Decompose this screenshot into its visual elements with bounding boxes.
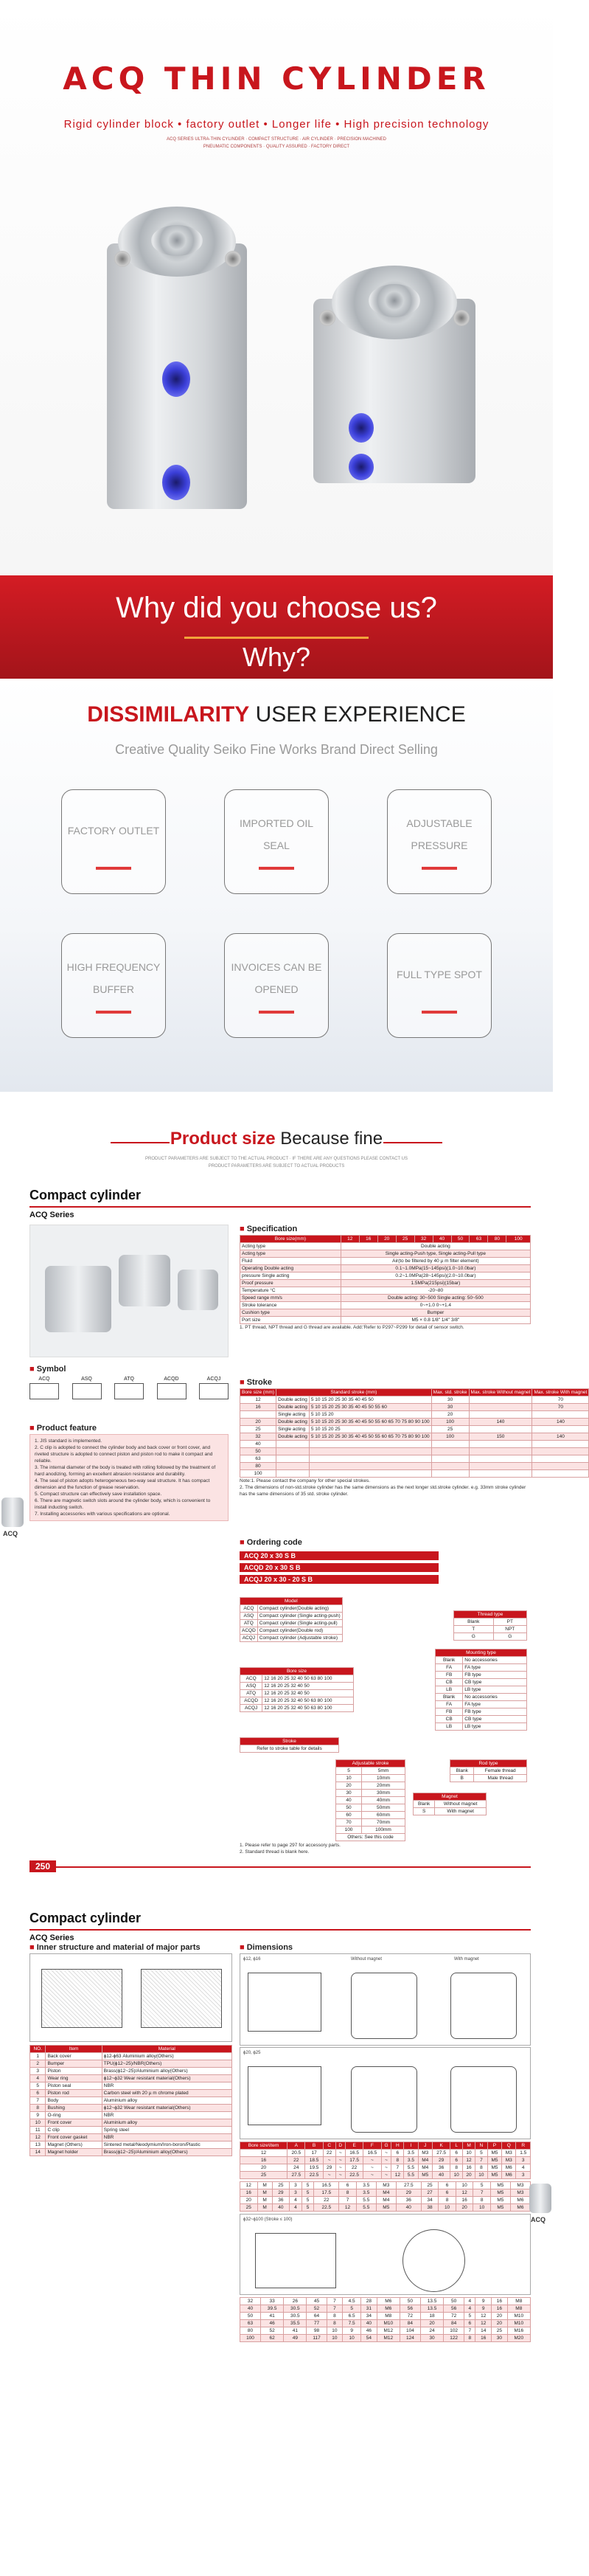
dimensions-table-3: [240, 2297, 531, 2342]
table-row: 30 30mm: [336, 1790, 405, 1797]
model-table: Model ACQ Compact cylinder(Double acting) ASQ Compact cylinder (Single acting-push) ATQ Compact cylinder (Single acting-pull) ACQD Compact cylinder(Double rod) ACQJ Compact cylinder (Adjustable stroke): [240, 1597, 343, 1642]
catalog-page-2: [29, 1911, 531, 2575]
why-banner: [0, 575, 553, 679]
stroke-ref-table: Stroke Refer to stroke table for details: [240, 1737, 339, 1753]
dimension-drawing: ϕ12, ϕ16 Without magnet With magnet: [240, 1953, 531, 2046]
table-row: 10 10mm: [336, 1775, 405, 1782]
table-row: 25 M 40 4 5 22.5 12 5.5 M5 40 38 10 20 10 M5 M6: [240, 2204, 531, 2212]
table-row: 11 C clip Spring steel: [30, 2127, 232, 2134]
table-row: 32 33 26 45 7 4.5 28 M6 50 13.5 50 4 9 16 M8: [240, 2298, 531, 2305]
ordering-code-title: ■ Ordering code: [240, 1538, 531, 1547]
dissimilarity-subtitle: Creative Quality Seiko Fine Works Brand Direct Selling: [115, 742, 438, 757]
parts-table: NO. Item Material 1 Back cover ϕ12-ϕ63 Aluminium alloy(Others) 2 Bumper TPU(ϕ12~25)/NBR(Others) 3 Piston Brass(ϕ12~25)/Aluminium alloy(Others) 4 Wear ring ϕ12~ϕ32 Wear resistant material(Others) 5 Piston seal NBR 6 Piston rod Carbon steel with 20 µ m chrome plated 7 Body Aluminium alloy 8 Bushing ϕ12~ϕ32 Wear resistant material(Others) 9 O-ring NBR 10 Front cover Aluminium alloy 11 C clip Spring steel 12 Front cover gasket NBR 13 Magnet (Others) Sintered metal/Neodymium/Iron-boron/Plastic 14 Magnet holder Brass(ϕ12~25)/Aluminium alloy(Others): [29, 2045, 232, 2156]
table-row: 3 Piston Brass(ϕ12~25)/Aluminium alloy(Others): [30, 2068, 232, 2075]
feature-card-bar: [259, 1011, 294, 1014]
table-row: 12 20.5 17 22 ~ 16.5 16.5 ~ 6 3.5 M3 27.5 6 10 5 M5 M3 1.5: [240, 2150, 531, 2157]
table-row: ACQ 12 16 20 25 32 40 50 63 80 100: [240, 1675, 354, 1683]
table-row: ASQ Compact cylinder (Single acting-push): [240, 1613, 343, 1620]
table-row: ACQ Compact cylinder(Double acting): [240, 1605, 343, 1613]
order-code: ACQ 20 x 30 S B: [240, 1551, 439, 1560]
table-row: FB FB type: [436, 1708, 527, 1716]
table-row: 14 Magnet holder Brass(ϕ12~25)/Aluminium alloy(Others): [30, 2149, 232, 2156]
dissimilarity-title-red: DISSIMILARITY: [87, 702, 250, 727]
feature-card-line1: HIGH FREQUENCY: [66, 961, 161, 973]
table-row: 40 39.5 30.5 52 7 5 31 M6 56 13.5 56 4 9 16 M8: [240, 2305, 531, 2313]
table-row: Cushion type Bumper: [240, 1309, 531, 1317]
table-row: Proof pressure 1.5MPa(215psi)(15bar): [240, 1280, 531, 1287]
table-row: Acting type Double acting: [240, 1243, 531, 1250]
dimension-drawing: ϕ32~ϕ100 (Stroke ≤ 100): [240, 2214, 531, 2295]
why-heading: Why did you choose us?: [116, 592, 437, 624]
table-row: 100 62 49 117 10 10 54 M12 124 30 122 8 16 30 M20: [240, 2335, 531, 2342]
specification-title: ■ Specification: [240, 1225, 531, 1233]
feature-card: [387, 789, 492, 894]
table-row: 40 40mm: [336, 1797, 405, 1804]
table-row: 1 Back cover ϕ12-ϕ63 Aluminium alloy(Others): [30, 2053, 232, 2060]
ordering-code-block: [240, 1538, 531, 1863]
spec-note: 1. PT thread, NPT thread and G thread are available. Add:'Refer to P297~P299 for detail of sensor switch.: [240, 1325, 464, 1330]
table-row: 12 Double acting 5 10 15 20 25 30 35 40 45 50 30 70: [240, 1396, 589, 1404]
table-row: 50 50mm: [336, 1804, 405, 1812]
magnet-table: Magnet Blank Without magnet S With magnet: [413, 1793, 487, 1815]
table-row: ACQJ Compact cylinder (Adjustable stroke): [240, 1635, 343, 1642]
stroke-note: Note:1. Please contact the company for other special strokes. 2. The dimensions of non-std.stroke cylinder has the same dimensions as the next longer std.stroke cylinder. e.g. 33mm stroke cylinder has the same dimensions of 35 std. stroke cylinder.: [240, 1478, 526, 1497]
inner-structure-block: [29, 1943, 232, 2156]
table-row: 32 Double acting 5 10 15 20 25 30 35 40 45 50 55 60 65 70 75 80 90 100 100 150 140: [240, 1433, 589, 1441]
adjustable-stroke-table: Adjustable stroke 5 5mm 10 10mm 20 20mm 30 30mm 40 40mm 50 50mm 60 60mm 70 70mm 100 100mm Others: See this code: [335, 1759, 405, 1841]
feature-card-line1: ADJUSTABLE: [406, 817, 473, 829]
product-size-title-red: Product size: [170, 1129, 276, 1149]
cylinder-small-image: [313, 258, 483, 502]
table-row: Port size M5 × 0.8 1/8" 1/4" 3/8": [240, 1317, 531, 1324]
table-row: 16 M 29 3 5 17.5 8 3.5 M4 29 27 6 12 7 M5 M3: [240, 2189, 531, 2197]
dimension-drawing: ϕ20, ϕ25: [240, 2047, 531, 2139]
feature-card-bar: [96, 1011, 131, 1014]
feature-card: [224, 933, 329, 1038]
why-subheading: Why?: [242, 642, 311, 672]
table-row: 16 22 18.5 ~ ~ 17.5 ~ ~ 8 3.5 M4 29 6 12 7 M5 M3 3: [240, 2157, 531, 2164]
page-footer-rule: [29, 1866, 531, 1868]
feature-card-line2: BUFFER: [93, 983, 134, 995]
table-row: 5 Piston seal NBR: [30, 2082, 232, 2090]
feature-card-bar: [422, 1011, 457, 1014]
table-row: 16 Double acting 5 10 15 20 25 30 35 40 45 50 55 60 30 70: [240, 1404, 589, 1411]
table-row: Blank No accessories: [436, 1694, 527, 1701]
dimensions-table: Bore size\Item A B C D E F G H I J K L M N P Q R 12 20.5 17 22 ~ 16.5 16.5 ~ 6 3.5 M3 27.5 6 10 5 M5 M3 1.5 16 22 18.5 ~ ~ 17.5 ~ ~ 8 3.5 M4 29 6 12 7 M5 M3 3 20 24 19.5 29 ~ 22 ~ ~ 7 5.5 M4 36 8 16 8 M5 M6 4 25 27.5 22.5 ~ ~ 22.5 ~ ~ 12 5.5 M5 40 10 20 10 M5 M6 3: [240, 2142, 531, 2179]
product-size-title-rest: Because fine: [275, 1129, 383, 1149]
table-row: LB LB type: [436, 1723, 527, 1731]
catalog-series: ACQ Series: [29, 1211, 74, 1219]
table-row: 40: [240, 1441, 589, 1448]
specification-block: [240, 1225, 531, 1331]
feature-card-line1: INVOICES CAN BE: [231, 961, 322, 973]
table-row: FA FA type: [436, 1664, 527, 1672]
cylinder-large-image: [107, 192, 254, 539]
catalog-series: ACQ Series: [29, 1933, 74, 1942]
table-row: FB FB type: [436, 1672, 527, 1679]
catalog-product-photo: [29, 1225, 229, 1357]
table-row: 9 O-ring NBR: [30, 2112, 232, 2119]
table-row: 60 60mm: [336, 1812, 405, 1819]
side-thumbnail: [529, 2184, 551, 2213]
table-row: 12 M 25 3 5 16.5 6 3.5 M3 27.5 25 6 10 5 M5 M3: [240, 2182, 531, 2189]
table-row: ATQ Compact cylinder (Single acting-pull): [240, 1620, 343, 1627]
dimensions-title: ■ Dimensions: [240, 1943, 531, 1952]
table-row: Acting type Single acting-Push type, Single acting-Pull type: [240, 1250, 531, 1258]
bore-table: Bore size ACQ 12 16 20 25 32 40 50 63 80 100 ASQ 12 16 20 25 32 40 50 ATQ 12 16 20 25 32 40 50 ACQD 12 16 20 25 32 40 50 63 80 100 ACQJ 12 16 20 25 32 40 50 63 80 100: [240, 1667, 354, 1712]
order-notes: 1. Please refer to page 297 for accessory parts. 2. Standard thread is blank here.: [240, 1843, 341, 1855]
stroke-table: Bore size (mm) Standard stroke (mm) Max. std. stroke Max. stroke Without magnet Max. stroke With magnet 12 Double acting 5 10 15 20 25 30 35 40 45 50 30 70 16 Double acting 5 10 15 20 25 30 35 40 45 50 55 60 30 70 Single acting 5 10 15 20 20 20 Double acting 5 10 15 20 25 30 35 40 45 50 55 60 65 70 75 80 90 100 100 140 140 25 Single acting 5 10 15 20 25 25 32 Double acting 5 10 15 20 25 30 35 40 45 50 55 60 65 70 75 80 90 100 100 150 140 40 50 63 80 100: [240, 1388, 589, 1478]
specification-table: Bore size(mm) 12 16 20 25 32 40 50 63 80 100 Acting type Double acting Acting type Single acting-Push type, Single acting-Pull type Fluid Air(to be filtered by 40 µ m filter element) Operating Double acting 0.1~1.0MPa(15~145psi)(1.0~10.0bar) pressure Single acting 0.2~1.0MPa(28~145psi)(2.0~10.0bar) Proof pressure 1.5MPa(215psi)(15bar) Temperature °C -20~80 Speed range mm/s Double acting: 30~500 Single acting: 50~500 Stroke tolerance 0~+1.0 0~+1.4 Cushion type Bumper Port size M5 × 0.8 1/8" 1/4" 3/8": [240, 1235, 531, 1324]
order-code: ACQD 20 x 30 S B: [240, 1563, 439, 1572]
hero-title: ACQ THIN CYLINDER: [63, 60, 490, 97]
table-row: ACQD Compact cylinder(Double rod): [240, 1627, 343, 1635]
table-row: CB CB type: [436, 1716, 527, 1723]
feature-card: [61, 789, 166, 894]
symbol-item: ACQ: [29, 1377, 59, 1399]
table-row: 7 Body Aluminium alloy: [30, 2097, 232, 2105]
table-row: 80 52 41 98 10 9 46 M12 104 24 102 7 14 25 M16: [240, 2327, 531, 2335]
catalog-rule: [29, 1929, 531, 1931]
feature-card-line2: SEAL: [263, 839, 290, 851]
table-row: S With magnet: [414, 1808, 487, 1815]
catalog-heading: Compact cylinder: [29, 1911, 142, 1925]
dissimilarity-title: [0, 702, 553, 727]
feature-card-line2: OPENED: [254, 983, 299, 995]
table-row: ATQ 12 16 20 25 32 40 50: [240, 1690, 354, 1697]
table-row: Blank No accessories: [436, 1657, 527, 1664]
why-divider: [184, 637, 369, 639]
table-row: ACQD 12 16 20 25 32 40 50 63 80 100: [240, 1697, 354, 1705]
table-row: Single acting 5 10 15 20 20: [240, 1411, 589, 1419]
dissimilarity-section: [0, 679, 553, 1092]
table-row: 50 41 30.5 64 8 6.5 34 M8 72 18 72 5 12 20 M10: [240, 2313, 531, 2320]
table-row: 20 M 36 4 5 22 7 5.5 M4 36 34 8 16 8 M5 M6: [240, 2197, 531, 2204]
feature-card-bar: [96, 867, 131, 870]
table-row: 100: [240, 1470, 589, 1478]
hero-subtitle: Rigid cylinder block • factory outlet • Longer life • High precision technology: [63, 118, 489, 131]
symbol-title: ■ Symbol: [29, 1365, 229, 1374]
symbol-item: ACQD: [157, 1377, 187, 1399]
table-row: G G: [454, 1633, 527, 1641]
inner-structure-drawing: [29, 1953, 232, 2042]
table-row: 4 Wear ring ϕ12~ϕ32 Wear resistant material(Others): [30, 2075, 232, 2082]
hero-section: [0, 0, 553, 575]
table-row: LB LB type: [436, 1686, 527, 1694]
table-row: 20 24 19.5 29 ~ 22 ~ ~ 7 5.5 M4 36 8 16 8 M5 M6 4: [240, 2164, 531, 2172]
table-row: 8 Bushing ϕ12~ϕ32 Wear resistant material(Others): [30, 2105, 232, 2112]
table-row: pressure Single acting 0.2~1.0MPa(28~145psi)(2.0~10.0bar): [240, 1273, 531, 1280]
feature-card: [61, 933, 166, 1038]
feature-card-line1: FACTORY OUTLET: [67, 825, 160, 837]
catalog-heading: Compact cylinder: [29, 1188, 142, 1202]
table-row: 20 Double acting 5 10 15 20 25 30 35 40 45 50 55 60 65 70 75 80 90 100 100 140 140: [240, 1419, 589, 1426]
rod-type-table: Rod type Blank Female thread B Male thread: [450, 1759, 527, 1782]
table-row: ASQ 12 16 20 25 32 40 50: [240, 1683, 354, 1690]
mounting-table: Mounting type Blank No accessories FA FA type FB FB type CB CB type LB LB type Blank No accessories FA FA type FB FB type CB CB type LB LB type: [435, 1649, 527, 1731]
feature-card: [224, 789, 329, 894]
symbol-item: ATQ: [114, 1377, 144, 1399]
page-number: 250: [29, 1860, 56, 1872]
table-row: Temperature °C -20~80: [240, 1287, 531, 1295]
table-row: T NPT: [454, 1626, 527, 1633]
table-row: 25 Single acting 5 10 15 20 25 25: [240, 1426, 589, 1433]
symbol-item: ASQ: [72, 1377, 102, 1399]
table-row: 5 5mm: [336, 1767, 405, 1775]
table-row: 63: [240, 1455, 589, 1463]
inner-structure-title: ■ Inner structure and material of major parts: [29, 1943, 232, 1952]
product-size-title: [0, 1129, 553, 1149]
table-row: Blank Without magnet: [414, 1801, 487, 1808]
table-row: 13 Magnet (Others) Sintered metal/Neodymium/Iron-boron/Plastic: [30, 2142, 232, 2149]
table-row: 25 27.5 22.5 ~ ~ 22.5 ~ ~ 12 5.5 M5 40 10 20 10 M5 M6 3: [240, 2172, 531, 2179]
table-row: 70 70mm: [336, 1819, 405, 1827]
product-size-tiny: PRODUCT PARAMETERS ARE SUBJECT TO THE ACTUAL PRODUCT · IF THERE ARE ANY QUESTIONS PLEASE CONTACT US: [145, 1157, 408, 1161]
table-row: B Male thread: [450, 1775, 527, 1782]
table-row: 50: [240, 1448, 589, 1455]
side-label: ACQ: [3, 1530, 18, 1537]
table-row: Speed range mm/s Double acting: 30~500 Single acting: 50~500: [240, 1295, 531, 1302]
side-thumbnail: [1, 1498, 24, 1527]
dissimilarity-title-rest: USER EXPERIENCE: [249, 702, 466, 727]
feature-card-bar: [422, 867, 457, 870]
hero-tiny-text: ACQ SERIES ULTRA-THIN CYLINDER · COMPACT STRUCTURE · AIR CYLINDER · PRECISION MACHINED: [166, 137, 387, 142]
table-row: 63 46 35.5 77 8 7.5 40 M10 84 20 84 6 12 20 M10: [240, 2320, 531, 2327]
dimensions-table-2: [240, 2181, 531, 2212]
hero-tiny-text: PNEUMATIC COMPONENTS · QUALITY ASSURED · FACTORY DIRECT: [203, 145, 350, 149]
symbol-item: ACQJ: [199, 1377, 229, 1399]
stroke-title: ■ Stroke: [240, 1378, 531, 1387]
feature-card-bar: [259, 867, 294, 870]
feature-card: [387, 933, 492, 1038]
symbol-block: [29, 1365, 229, 1399]
table-row: 12 Front cover gasket NBR: [30, 2134, 232, 2142]
stroke-block: [240, 1378, 588, 1498]
feature-card-line1: FULL TYPE SPOT: [397, 969, 482, 980]
product-feature-block: ■ Product feature 1. JIS standard is implemented. 2. C clip is adopted to connect the cylinder body and back cover or front cover, and riveted structure is adopted to connect piston and piston rod to make it compact and reliable. 3. The internal diameter of the body is treated with rolling followed by the treatment of hard anodizing, forming an excellent abrasion resistance and durability. 4. The seal of piston adopts heterogeneous two-way seal structure. It has compact dimension and the function of grease reservation. 5. Compact structure can effectively save installation space. 6. There are magnetic switch slots around the cylinder body, which is convenient to install inducting switch. 7. Installing accessories with various specifications are optional.: [29, 1424, 229, 1521]
feature-card-line1: IMPORTED OIL: [239, 817, 314, 829]
side-label: ACQ: [531, 2216, 546, 2223]
thread-table: Thread type Blank PT T NPT G G: [453, 1610, 527, 1641]
table-row: 10 Front cover Aluminium alloy: [30, 2119, 232, 2127]
catalog-rule: [29, 1206, 531, 1208]
product-feature-title: ■ Product feature: [29, 1424, 229, 1433]
table-row: FA FA type: [436, 1701, 527, 1708]
table-row: 20 20mm: [336, 1782, 405, 1790]
table-row: CB CB type: [436, 1679, 527, 1686]
table-row: 2 Bumper TPU(ϕ12~25)/NBR(Others): [30, 2060, 232, 2068]
table-row: Stroke tolerance 0~+1.0 0~+1.4: [240, 1302, 531, 1309]
table-row: Blank Female thread: [450, 1767, 527, 1775]
table-row: 6 Piston rod Carbon steel with 20 µ m chrome plated: [30, 2090, 232, 2097]
table-row: Fluid Air(to be filtered by 40 µ m filter element): [240, 1258, 531, 1265]
table-row: Blank PT: [454, 1618, 527, 1626]
table-row: 100 100mm: [336, 1827, 405, 1834]
product-size-tiny: PRODUCT PARAMETERS ARE SUBJECT TO ACTUAL PRODUCTS: [208, 1164, 345, 1168]
feature-card-line2: PRESSURE: [411, 839, 468, 851]
table-row: ACQJ 12 16 20 25 32 40 50 63 80 100: [240, 1705, 354, 1712]
order-code: ACQJ 20 x 30 - 20 S B: [240, 1575, 439, 1584]
catalog-page-1: [29, 1188, 588, 1881]
table-row: 80: [240, 1463, 589, 1470]
table-row: Operating Double acting 0.1~1.0MPa(15~145psi)(1.0~10.0bar): [240, 1265, 531, 1273]
dimensions-block: [240, 1943, 531, 2342]
